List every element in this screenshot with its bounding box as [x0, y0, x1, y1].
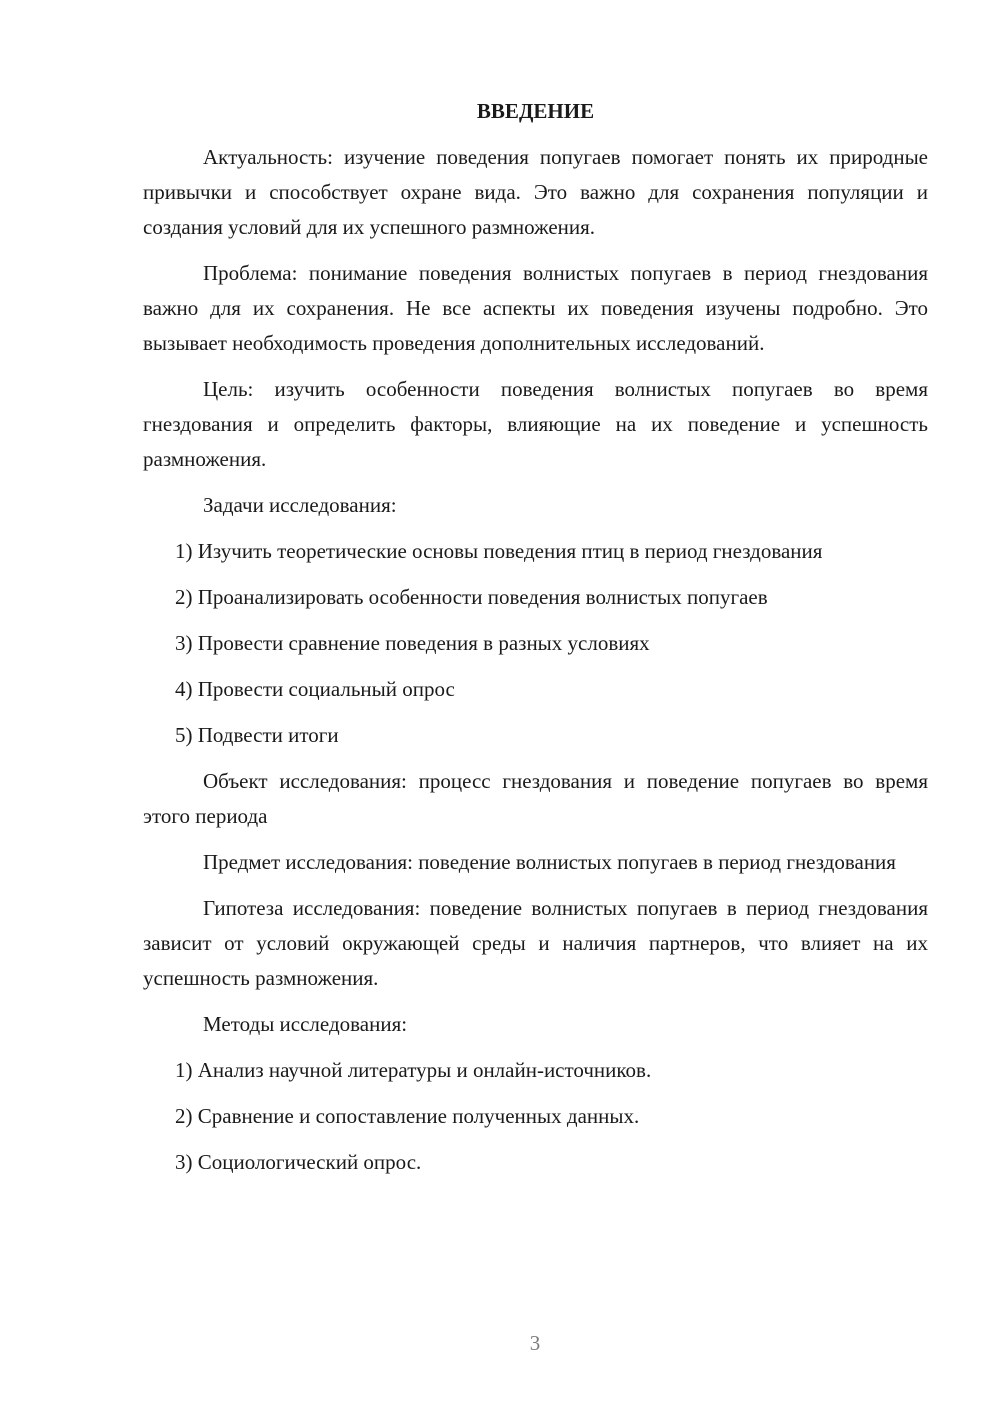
task-item: 4) Провести социальный опрос	[175, 677, 455, 701]
method-item: 3) Социологический опрос.	[175, 1150, 422, 1174]
problem-paragraph: Проблема: понимание поведения волнистых попугаев в период гнездования важно для их сохранения. Не все аспекты их поведения изучены подробно. Это вызывает необходимость проведения дополнительных исследований.	[143, 261, 928, 355]
subject-paragraph: Предмет исследования: поведение волнистых попугаев в период гнездования	[203, 850, 896, 874]
method-item: 2) Сравнение и сопоставление полученных данных.	[175, 1104, 640, 1128]
object-paragraph: Объект исследования: процесс гнездования и поведение попугаев во время этого периода	[143, 769, 928, 828]
tasks-heading: Задачи исследования:	[203, 493, 397, 517]
task-item: 1) Изучить теоретические основы поведения птиц в период гнездования	[175, 539, 823, 563]
page-number: 3	[529, 1331, 541, 1355]
hypothesis-paragraph: Гипотеза исследования: поведение волнистых попугаев в период гнездования зависит от условий окружающей среды и наличия партнеров, что влияет на их успешность размножения.	[143, 896, 928, 990]
task-item: 2) Проанализировать особенности поведения волнистых попугаев	[175, 585, 768, 609]
page-title: ВВЕДЕНИЕ	[476, 99, 595, 123]
document-page	[143, 94, 928, 1191]
task-item: 5) Подвести итоги	[175, 723, 339, 747]
task-item: 3) Провести сравнение поведения в разных условиях	[175, 631, 650, 655]
method-item: 1) Анализ научной литературы и онлайн-источников.	[175, 1058, 652, 1082]
goal-paragraph: Цель: изучить особенности поведения волнистых попугаев во время гнездования и определить факторы, влияющие на их поведение и успешность размножения.	[143, 377, 928, 471]
relevance-paragraph: Актуальность: изучение поведения попугаев помогает понять их природные привычки и способствует охране вида. Это важно для сохранения популяции и создания условий для их успешного размножения.	[143, 145, 928, 239]
methods-heading: Методы исследования:	[203, 1012, 408, 1036]
